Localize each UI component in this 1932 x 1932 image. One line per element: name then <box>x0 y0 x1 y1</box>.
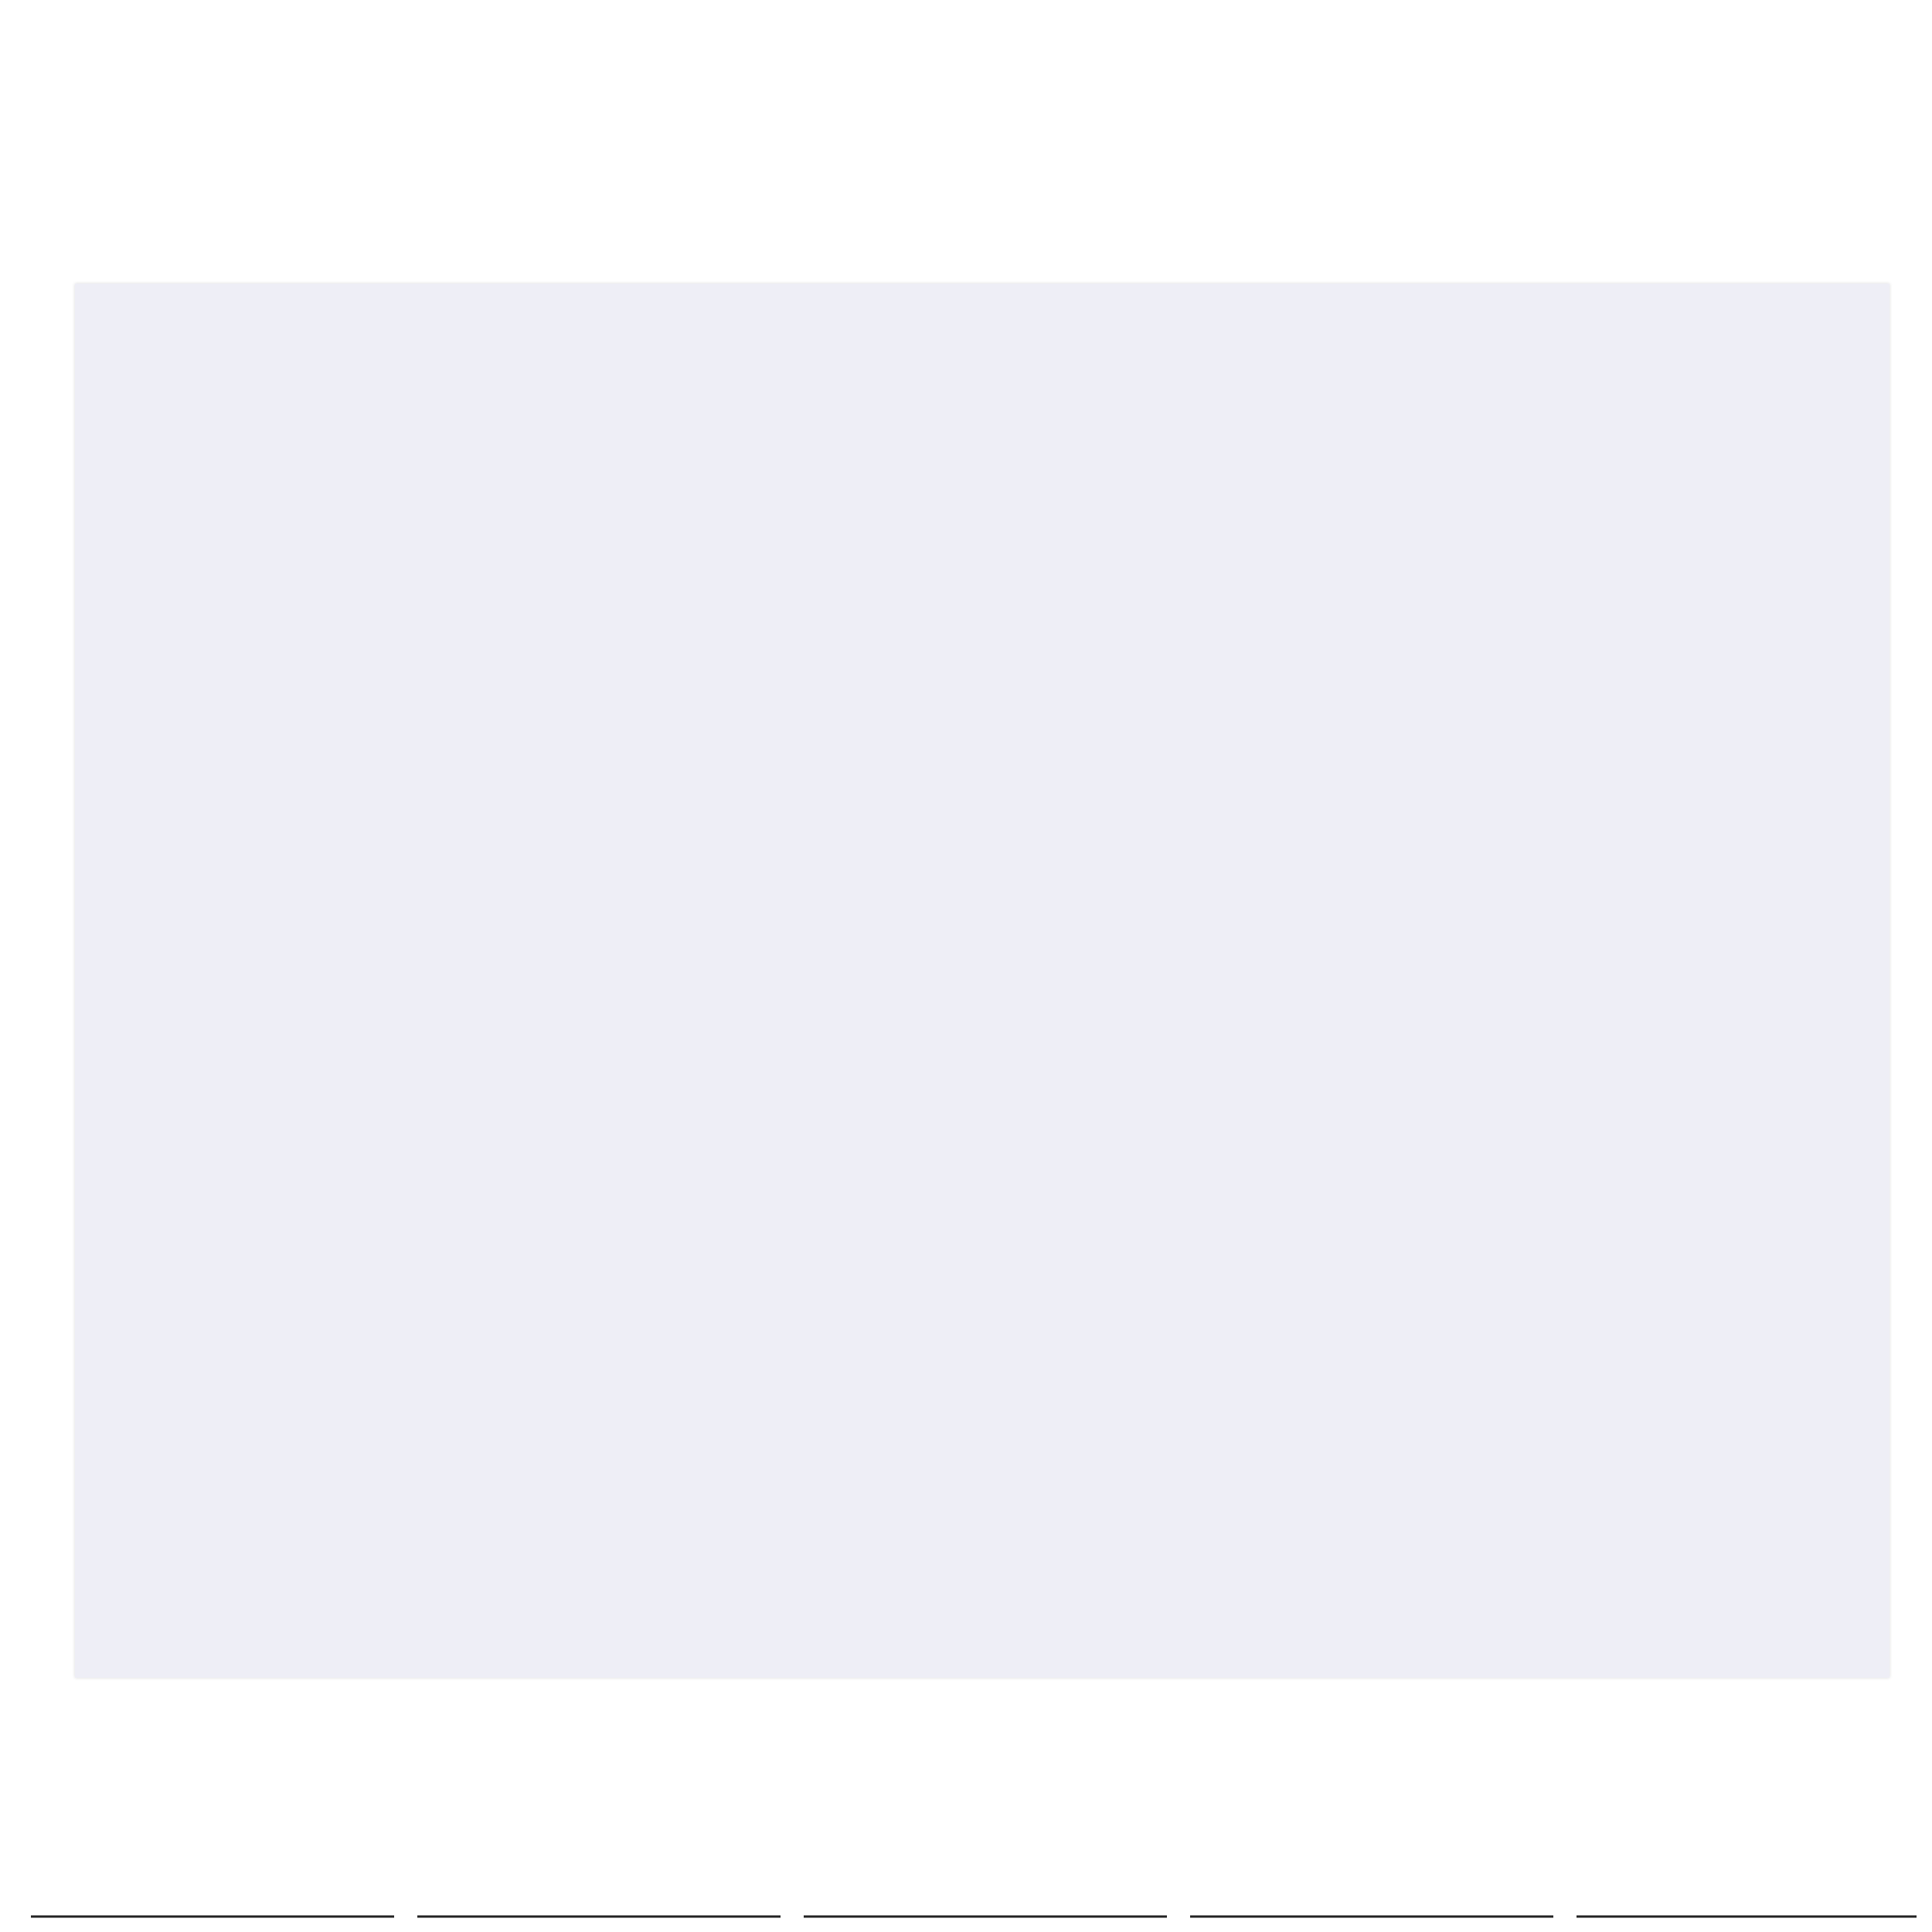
scoresheet <box>75 284 1889 1678</box>
bottom-rules <box>0 1901 1932 1932</box>
grid-lines <box>75 284 1889 1678</box>
